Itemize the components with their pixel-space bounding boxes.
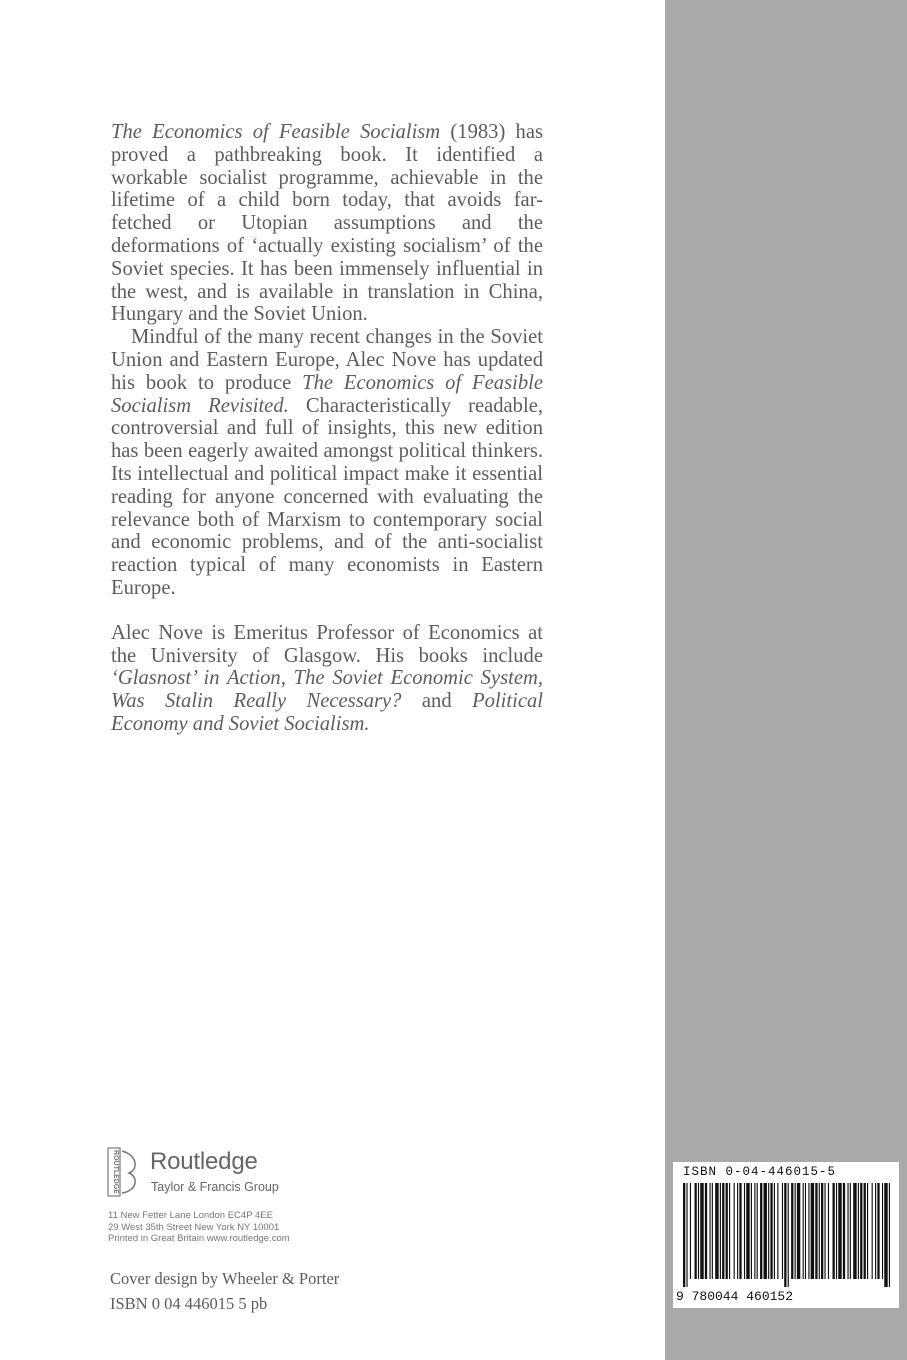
paragraph-text: Characteristically readable, controversial and full of insights, this new edition has been eagerly awaited amongst political thinkers. Its intellectual and political impact make it essential reading for anyone concerned with evaluating the relevance both of Marxism to contemporary social and economic problems, and of the anti-socialist reaction typical of many economists in Eastern Europe. bbox=[111, 394, 543, 599]
barcode-bar bbox=[777, 1183, 778, 1279]
barcode-bar bbox=[867, 1183, 868, 1279]
barcode-bar bbox=[784, 1183, 786, 1287]
barcode-bar bbox=[760, 1183, 762, 1279]
barcode-bar bbox=[746, 1183, 749, 1279]
isbn-line: ISBN 0 04 446015 5 pb bbox=[110, 1294, 268, 1313]
barcode-bar bbox=[782, 1183, 783, 1279]
barcode-bar bbox=[720, 1183, 721, 1279]
barcode-bar bbox=[695, 1183, 697, 1279]
barcode-bar bbox=[819, 1183, 820, 1279]
barcode-bar bbox=[715, 1183, 718, 1279]
barcode-bar bbox=[833, 1183, 835, 1279]
barcode-bar bbox=[803, 1183, 804, 1279]
barcode-bar bbox=[821, 1183, 823, 1279]
barcode-bar bbox=[686, 1183, 687, 1287]
barcode-bar bbox=[683, 1183, 685, 1287]
blurb-paragraph-1 bbox=[111, 121, 543, 326]
barcode-bar bbox=[764, 1183, 767, 1279]
barcode-bar bbox=[864, 1183, 866, 1279]
book-title: The Economics of Feasible Socialism bbox=[111, 121, 441, 143]
barcode-icon bbox=[673, 1183, 899, 1287]
grey-side-band bbox=[665, 0, 907, 1360]
barcode-bar bbox=[838, 1183, 841, 1279]
barcode-bar bbox=[795, 1183, 796, 1279]
barcode-bar bbox=[722, 1183, 724, 1279]
barcode-bar bbox=[757, 1183, 758, 1279]
logo-mark-text: ROUTLEDGE bbox=[112, 1150, 119, 1194]
barcode-bar bbox=[734, 1183, 735, 1279]
barcode-bar bbox=[853, 1183, 856, 1279]
author-bio bbox=[111, 622, 543, 736]
barcode-bar bbox=[770, 1183, 772, 1279]
book-title: The Economics of Feasible Socialism Revisited. bbox=[111, 371, 543, 417]
barcode-isbn-label: ISBN 0-04-446015-5 bbox=[683, 1165, 837, 1179]
barcode-bar bbox=[705, 1183, 707, 1279]
barcode-bar bbox=[739, 1183, 741, 1279]
barcode-bar bbox=[744, 1183, 745, 1279]
barcode-bar bbox=[850, 1183, 851, 1279]
barcode-bar bbox=[774, 1183, 775, 1279]
barcode-bar bbox=[700, 1183, 703, 1279]
address-line: 29 West 35th Street New York NY 10001 bbox=[108, 1221, 280, 1233]
barcode-bar bbox=[729, 1183, 730, 1279]
paragraph-text: (1983) has proved a pathbreaking book. It identified a workable socialist programme, achievable in the lifetime of a child born today, that avoids far-fetched or Utopian assumptions and the deformations of ‘actually existing socialism’ of the Soviet species. It has been immensely influential in the west, and is available in translation in China, Hungary and the Soviet Union. bbox=[111, 121, 544, 326]
barcode-bar bbox=[808, 1183, 809, 1279]
book-title: Political Economy and Soviet Socialism. bbox=[111, 690, 543, 735]
barcode-bar bbox=[698, 1183, 699, 1279]
barcode-bar bbox=[824, 1183, 825, 1279]
barcode-bar bbox=[791, 1183, 793, 1279]
barcode-bar bbox=[709, 1183, 710, 1279]
barcode-bar bbox=[754, 1183, 755, 1279]
barcode-bar bbox=[815, 1183, 817, 1279]
barcode-bar bbox=[768, 1183, 769, 1279]
address-line: 11 New Fetter Lane London EC4P 4EE bbox=[108, 1210, 273, 1221]
barcode-bar bbox=[805, 1183, 806, 1279]
barcode-bar bbox=[836, 1183, 837, 1279]
barcode-bar bbox=[751, 1183, 752, 1279]
back-cover-blurb bbox=[111, 121, 543, 736]
barcode-bar bbox=[872, 1183, 873, 1279]
barcode-bar bbox=[877, 1183, 879, 1279]
barcode-bar bbox=[690, 1183, 691, 1279]
barcode-bar bbox=[884, 1183, 887, 1287]
paragraph-text: and bbox=[401, 690, 473, 713]
address-line: Printed in Great Britain www.routledge.com bbox=[108, 1233, 290, 1245]
barcode-bar bbox=[889, 1183, 890, 1287]
barcode-bar bbox=[797, 1183, 800, 1279]
barcode-bar bbox=[847, 1183, 848, 1279]
barcode-bar bbox=[828, 1183, 829, 1279]
barcode-bar bbox=[843, 1183, 845, 1279]
barcode-bar bbox=[788, 1183, 789, 1287]
blurb-paragraph-2 bbox=[111, 326, 543, 600]
publisher-group: Taylor & Francis Group bbox=[151, 1180, 279, 1194]
cover-design-credit: Cover design by Wheeler & Porter bbox=[110, 1269, 340, 1288]
barcode-bar bbox=[875, 1183, 876, 1279]
barcode-bar bbox=[811, 1183, 814, 1279]
publisher-address bbox=[108, 1210, 290, 1245]
book-titles-list: ‘Glasnost’ in Action, The Soviet Economic System, Was Stalin Really Necessary? bbox=[111, 667, 543, 713]
routledge-logo-icon bbox=[107, 1147, 143, 1197]
publisher-name: Routledge bbox=[150, 1148, 258, 1175]
barcode-bar bbox=[860, 1183, 862, 1279]
barcode-bar bbox=[882, 1183, 883, 1279]
barcode-bar bbox=[737, 1183, 738, 1279]
paragraph-text: Mindful of the many recent changes in the Soviet Union and Eastern Europe, Alec Nove has updated his book to produce bbox=[111, 326, 543, 394]
barcode-bar bbox=[858, 1183, 859, 1279]
barcode-bar bbox=[726, 1183, 728, 1279]
barcode-bar bbox=[712, 1183, 713, 1279]
ean-digits: 9 780044 460152 bbox=[676, 1289, 794, 1304]
paragraph-text: Alec Nove is Emeritus Professor of Economics at the University of Glasgow. His books include bbox=[111, 621, 543, 667]
